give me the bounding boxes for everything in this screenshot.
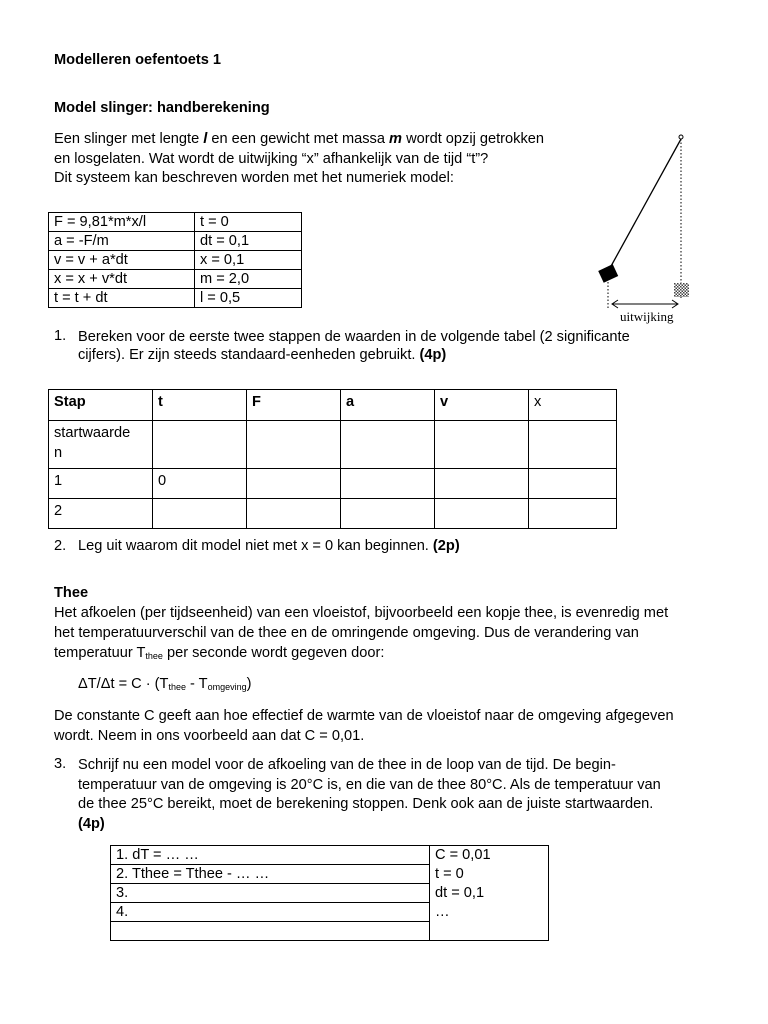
- step-table: [48, 389, 617, 529]
- table-row: a = -F/m dt = 0,1: [49, 232, 302, 251]
- table-row: 4. …: [111, 903, 549, 922]
- table-row: Stap t F a v x: [49, 390, 617, 421]
- cooling-formula: $\Delta T/\Delta t = C \cdot (T_{thee} - T_{omgeving})$: [78, 676, 252, 692]
- question-3: Schrijf nu een model voor de afkoeling van de thee in de loop van de tijd. De begin- temperatuur van de omgeving is 20°C is, en die van de thee 80°C. Als de temperatuur van de thee 25°C bereikt, moet de berekening stoppen. Denk ook aan de juiste startwaarden. (4p): [78, 757, 661, 833]
- pendulum-figure: [590, 130, 700, 330]
- table-row: 3. dt = 0,1: [111, 884, 549, 903]
- table-row: F = 9,81*m*x/l t = 0: [49, 213, 302, 232]
- question-1: Bereken voor de eerste twee stappen de waarden in de volgende tabel (2 significante cijfers). Er zijn steeds standaard-eenheden gebruikt. (4p): [78, 329, 630, 363]
- question-number: 3.: [54, 756, 67, 772]
- document-title: Modelleren oefentoets 1: [54, 52, 222, 68]
- table-row: 1 0: [49, 469, 617, 499]
- rest-position-weight: [674, 283, 689, 297]
- table-row: 1. dT = … … C = 0,01: [111, 846, 549, 865]
- pendulum-string: [610, 139, 681, 268]
- table-row: [49, 421, 617, 469]
- intro-paragraph: Een slinger met lengte l en een gewicht met massa m wordt opzij getrokken en losgelaten. Wat wordt de uitwijking “x” afhankelijk van de tijd “t”? Dit systeem kan beschreven worden met het numeriek model:: [54, 131, 544, 186]
- thee-paragraph: Het afkoelen (per tijdseenheid) van een vloeistof, bijvoorbeeld een kopje thee, is evenredig met het temperatuurverschil van de thee en de omringende omgeving. Dus de verandering van temperatuur $T_{thee}$ per seconde wordt gegeven door:: [54, 605, 669, 661]
- table-row: v = v + a*dt x = 0,1: [49, 251, 302, 270]
- question-number: 1.: [54, 328, 67, 344]
- table-row: 2. Tthee = Tthee - … … t = 0: [111, 865, 549, 884]
- model-table: [48, 212, 302, 308]
- thee-model-table: [110, 845, 549, 941]
- table-row: t = t + dt l = 0,5: [49, 289, 302, 308]
- displacement-label: uitwijking: [620, 309, 674, 324]
- table-row: 2: [49, 499, 617, 529]
- pendulum-weight: [598, 264, 618, 283]
- section-title-thee: Thee: [54, 585, 89, 601]
- constant-paragraph: De constante C geeft aan hoe effectief de warmte van de vloeistof naar de omgeving afgegeven wordt. Neem in ons voorbeeld aan dat C = 0,01.: [54, 708, 674, 744]
- question-number: 2.: [54, 538, 67, 554]
- section-title-slinger: Model slinger: handberekening: [54, 100, 270, 116]
- question-2: Leg uit waarom dit model niet met x = 0 kan beginnen. (2p): [78, 538, 460, 554]
- table-row: x = x + v*dt m = 2,0: [49, 270, 302, 289]
- pivot-point: [679, 135, 683, 139]
- start-cell: startwaarde n: [49, 421, 153, 469]
- table-row: [111, 922, 549, 941]
